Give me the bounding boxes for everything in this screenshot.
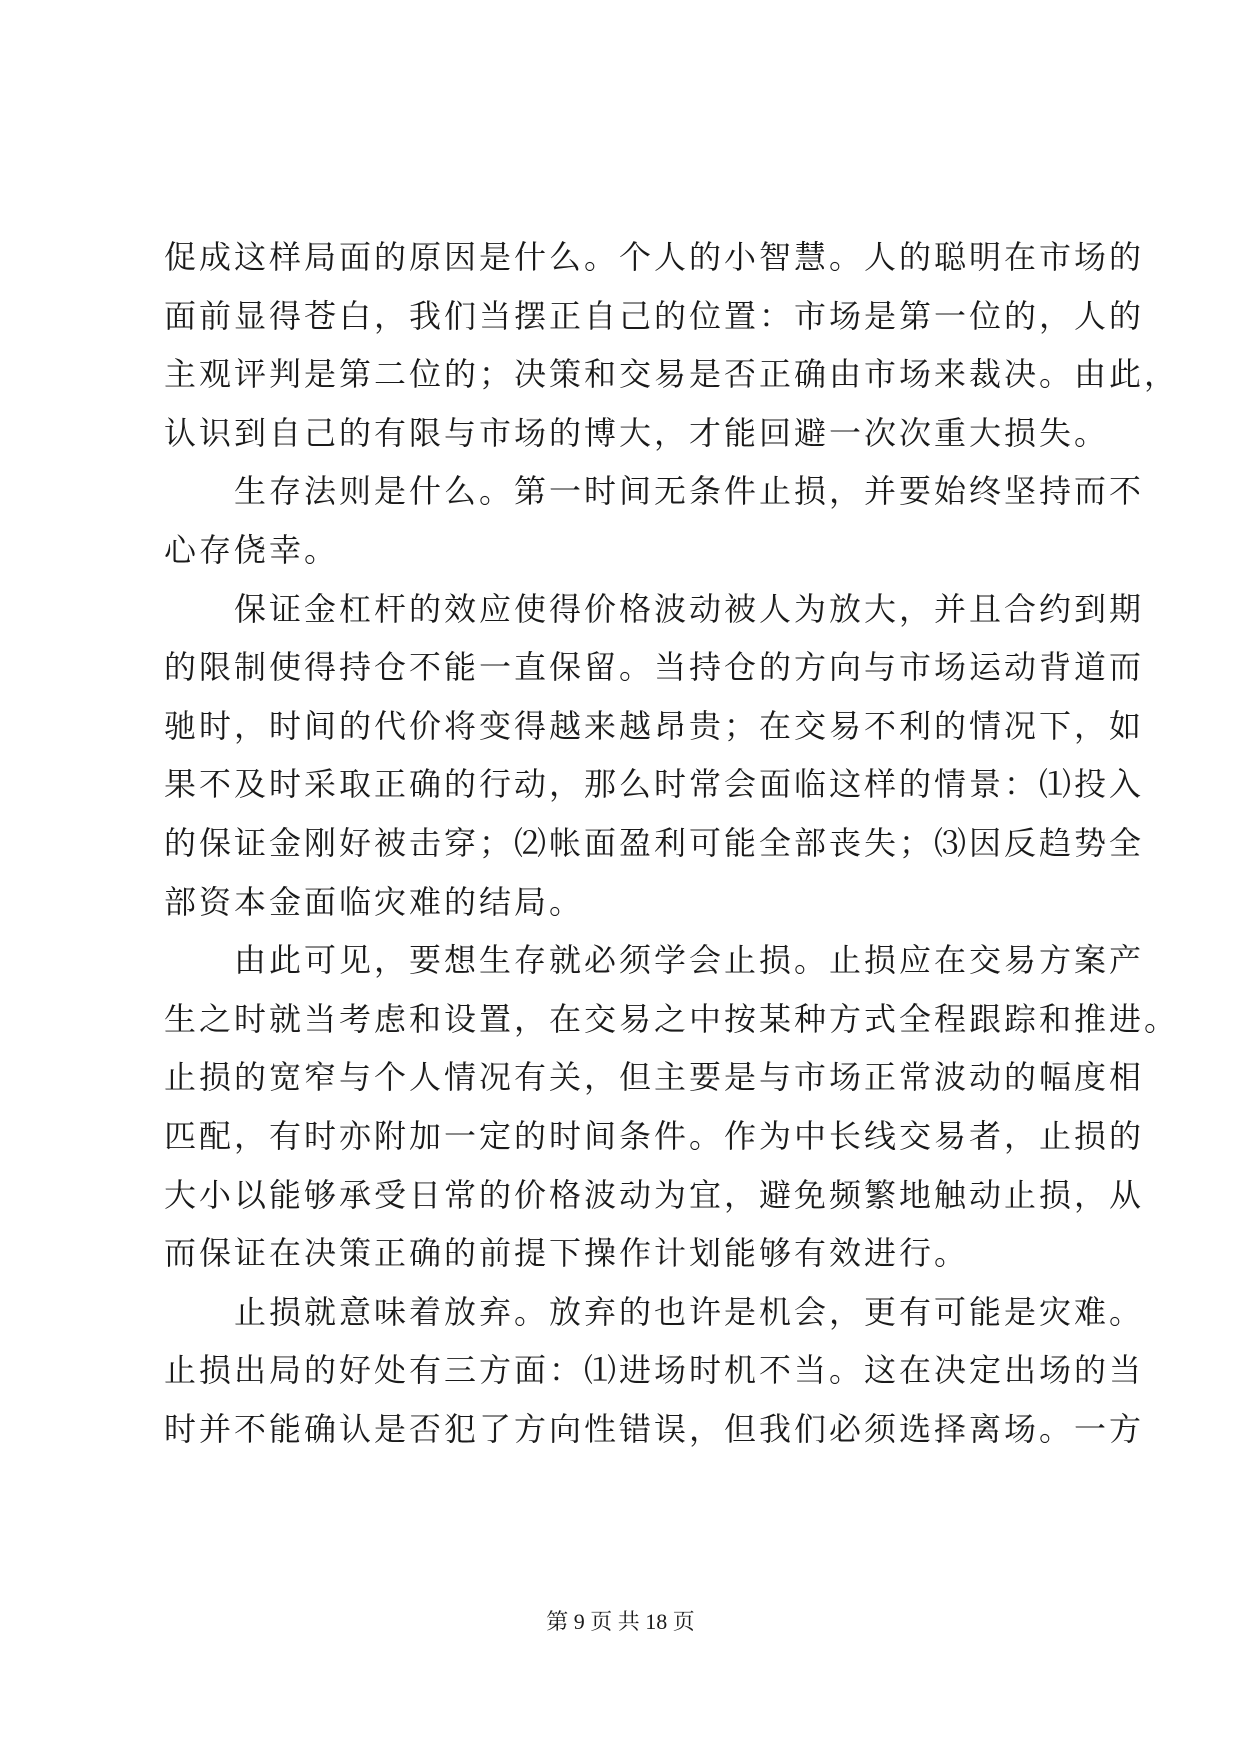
page-footer [0, 1607, 1241, 1637]
text-line: 匹配，有时亦附加一定的时间条件。作为中长线交易者，止损的 [164, 1116, 1145, 1155]
text-line: 止损的宽窄与个人情况有关，但主要是与市场正常波动的幅度相 [164, 1058, 1145, 1097]
page-indicator: 第 9 页 共 18 页 [546, 1609, 695, 1634]
text-line: 认识到自己的有限与市场的博大，才能回避一次次重大损失。 [164, 413, 1110, 452]
text-line: 生之时就当考虑和设置，在交易之中按某种方式全程跟踪和推进。 [164, 999, 1180, 1038]
text-line: 驰时，时间的代价将变得越来越昂贵；在交易不利的情况下，如 [164, 706, 1145, 745]
text-line: 面前显得苍白，我们当摆正自己的位置：市场是第一位的，人的 [164, 296, 1145, 335]
body-text [164, 228, 1180, 1458]
text-line: 保证金杠杆的效应使得价格波动被人为放大，并且合约到期 [164, 589, 1145, 628]
text-line: 的保证金刚好被击穿；⑵帐面盈利可能全部丧失；⑶因反趋势全 [164, 823, 1145, 862]
text-line: 而保证在决策正确的前提下操作计划能够有效进行。 [164, 1234, 970, 1273]
text-line: 生存法则是什么。第一时间无条件止损，并要始终坚持而不 [164, 472, 1145, 511]
text-line: 止损就意味着放弃。放弃的也许是机会，更有可能是灾难。 [164, 1292, 1145, 1331]
text-line: 时并不能确认是否犯了方向性错误，但我们必须选择离场。一方 [164, 1409, 1145, 1448]
text-line: 止损出局的好处有三方面：⑴进场时机不当。这在决定出场的当 [164, 1351, 1145, 1390]
text-line: 主观评判是第二位的；决策和交易是否正确由市场来裁决。由此， [164, 355, 1180, 394]
text-line: 部资本金面临灾难的结局。 [164, 882, 585, 921]
text-line: 心存侥幸。 [164, 530, 340, 569]
text-line: 的限制使得持仓不能一直保留。当持仓的方向与市场运动背道而 [164, 648, 1145, 687]
text-line: 大小以能够承受日常的价格波动为宜，避免频繁地触动止损，从 [164, 1175, 1145, 1214]
text-line: 促成这样局面的原因是什么。个人的小智慧。人的聪明在市场的 [164, 238, 1145, 276]
text-line: 果不及时采取正确的行动，那么时常会面临这样的情景：⑴投入 [164, 765, 1145, 804]
text-line: 由此可见，要想生存就必须学会止损。止损应在交易方案产 [164, 941, 1145, 980]
